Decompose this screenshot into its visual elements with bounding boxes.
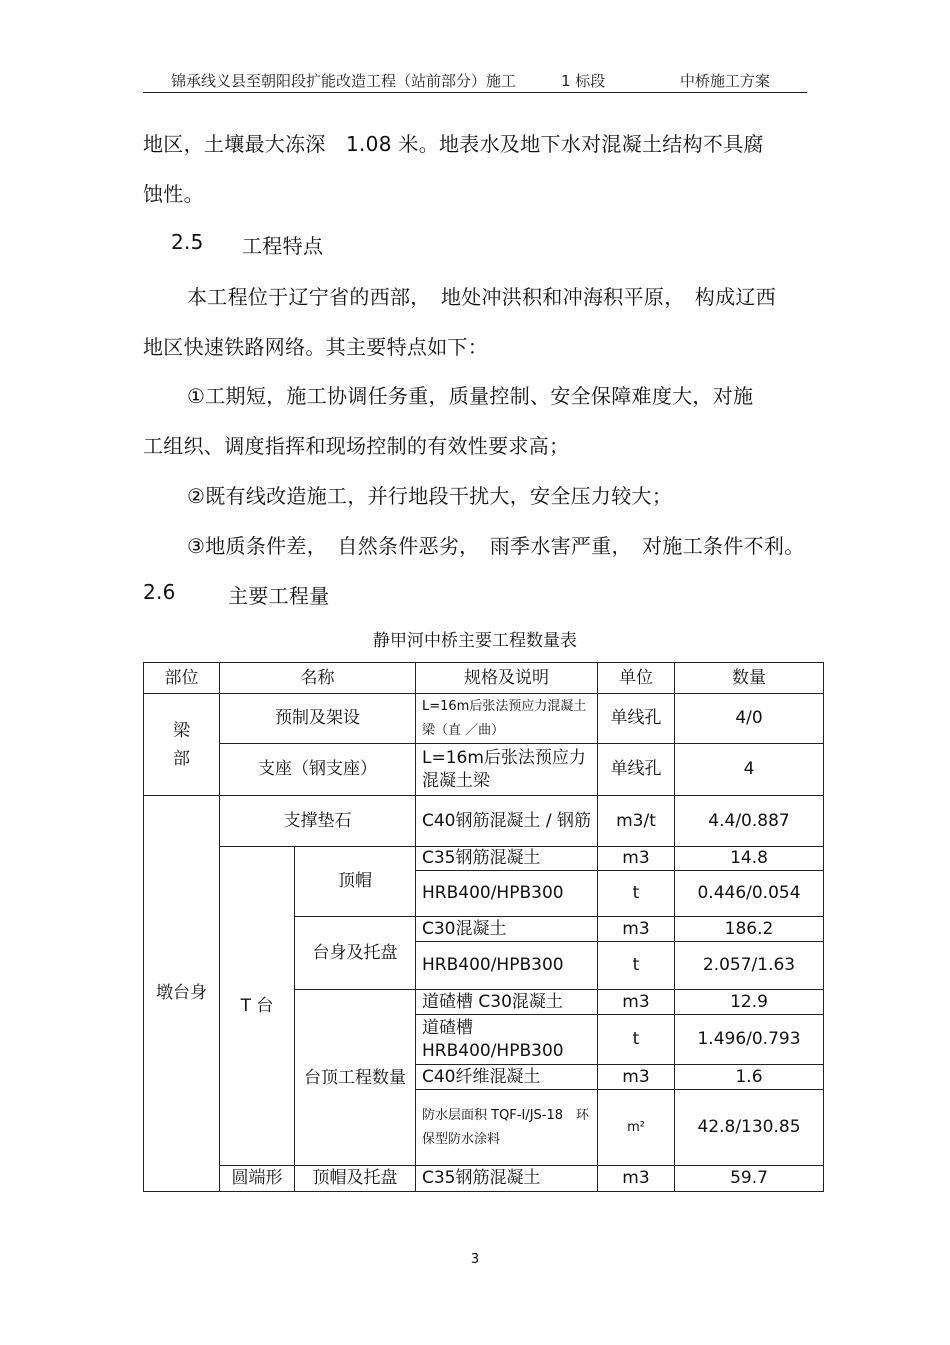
row-name: 支撑垫石 xyxy=(220,796,416,847)
header-project-title: 锦承线义县至朝阳段扩能改造工程（站前部分）施工 xyxy=(171,72,517,90)
table-row xyxy=(144,744,824,796)
row-spec: 防水层面积 TQF-I/JS-18 环保型防水涂料 xyxy=(416,1090,598,1166)
row-name: 顶帽及托盘 xyxy=(295,1166,416,1192)
subcategory-round-end: 圆端形 xyxy=(220,1166,295,1192)
row-quantity: 14.8 xyxy=(675,847,824,871)
row-unit: m3 xyxy=(598,990,675,1015)
header-cell-quantity: 数量 xyxy=(675,663,824,694)
section-2-6-title: 主要工程量 xyxy=(228,584,330,608)
row-quantity: 59.7 xyxy=(675,1166,824,1192)
item-2: ②既有线改造施工，并行地段干扰大，安全压力较大； xyxy=(187,484,673,508)
row-unit: t xyxy=(598,1015,675,1065)
group-dingmao: 顶帽 xyxy=(295,847,416,917)
page-header xyxy=(143,66,807,93)
row-unit: 单线孔 xyxy=(598,694,675,744)
row-spec: C35钢筋混凝土 xyxy=(416,847,598,871)
row-quantity: 4 xyxy=(675,744,824,796)
row-spec: 道碴槽 C30混凝土 xyxy=(416,990,598,1015)
header-cell-part: 部位 xyxy=(144,663,220,694)
body-line-1: 地区，土壤最大冻深 1.08 米。地表水及地下水对混凝土结构不具腐 xyxy=(143,132,764,156)
row-unit: 单线孔 xyxy=(598,744,675,796)
row-unit: t xyxy=(598,871,675,917)
table-header-row xyxy=(144,663,824,694)
category-liangbu: 梁 部 xyxy=(144,694,220,796)
page-number: 3 xyxy=(470,1252,480,1267)
row-quantity: 42.8/130.85 xyxy=(675,1090,824,1166)
section-2-5-number: 2.5 xyxy=(171,230,204,254)
row-quantity: 186.2 xyxy=(675,917,824,942)
row-spec: C40钢筋混凝土 / 钢筋 xyxy=(416,796,598,847)
header-cell-spec: 规格及说明 xyxy=(416,663,598,694)
table-row xyxy=(144,694,824,744)
row-quantity: 1.6 xyxy=(675,1065,824,1090)
group-taishen: 台身及托盘 xyxy=(295,917,416,990)
row-spec: HRB400/HPB300 xyxy=(416,942,598,990)
row-spec: C40纤维混凝土 xyxy=(416,1065,598,1090)
row-spec: C35钢筋混凝土 xyxy=(416,1166,598,1192)
row-unit: m3 xyxy=(598,1065,675,1090)
item-3: ③地质条件差， 自然条件恶劣， 雨季水害严重， 对施工条件不利。 xyxy=(187,534,805,558)
header-doc-title: 中桥施工方案 xyxy=(680,72,771,90)
header-cell-name: 名称 xyxy=(220,663,416,694)
row-unit: m3 xyxy=(598,917,675,942)
row-quantity: 4/0 xyxy=(675,694,824,744)
row-unit: m3 xyxy=(598,847,675,871)
row-spec: L=16m后张法预应力混凝土梁（直 ／曲） xyxy=(416,694,598,744)
row-unit: t xyxy=(598,942,675,990)
row-spec: C30混凝土 xyxy=(416,917,598,942)
table-row xyxy=(144,796,824,847)
section-2-6-number: 2.6 xyxy=(143,580,176,604)
row-spec: L=16m后张法预应力混凝土梁 xyxy=(416,744,598,796)
section-2-5-title: 工程特点 xyxy=(242,234,324,258)
header-section: 1 标段 xyxy=(561,72,606,90)
subcategory-t-abutment: T 台 xyxy=(220,847,295,1166)
row-quantity: 12.9 xyxy=(675,990,824,1015)
body-line-2: 蚀性。 xyxy=(143,182,204,206)
row-name: 支座（钢支座） xyxy=(220,744,416,796)
row-quantity: 1.496/0.793 xyxy=(675,1015,824,1065)
row-unit: m² xyxy=(598,1090,675,1166)
item-1-line-2: 工组织、调度指挥和现场控制的有效性要求高； xyxy=(143,434,570,458)
row-quantity: 4.4/0.887 xyxy=(675,796,824,847)
table-row xyxy=(144,1166,824,1192)
header-cell-unit: 单位 xyxy=(598,663,675,694)
table-row xyxy=(144,847,824,871)
group-taiding: 台顶工程数量 xyxy=(295,990,416,1166)
item-1-line-1: ①工期短，施工协调任务重，质量控制、安全保障难度大，对施 xyxy=(187,384,754,408)
paragraph-1-line-1: 本工程位于辽宁省的西部， 地处冲洪积和冲海积平原， 构成辽西 xyxy=(187,285,776,309)
table-title: 静甲河中桥主要工程数量表 xyxy=(373,631,577,651)
quantities-table xyxy=(143,662,824,1192)
paragraph-1-line-2: 地区快速铁路网络。其主要特点如下： xyxy=(143,335,489,359)
row-unit: m3 xyxy=(598,1166,675,1192)
category-duntaishen: 墩台身 xyxy=(144,796,220,1192)
row-name: 预制及架设 xyxy=(220,694,416,744)
row-spec: 道碴槽 HRB400/HPB300 xyxy=(416,1015,598,1065)
row-quantity: 0.446/0.054 xyxy=(675,871,824,917)
row-spec: HRB400/HPB300 xyxy=(416,871,598,917)
row-quantity: 2.057/1.63 xyxy=(675,942,824,990)
row-unit: m3/t xyxy=(598,796,675,847)
